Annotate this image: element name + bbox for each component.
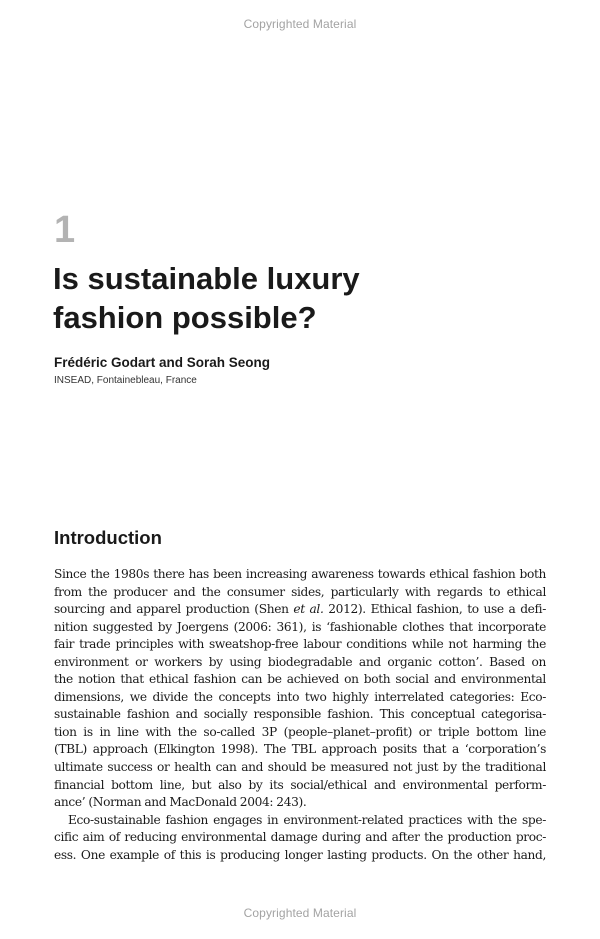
paragraph-line: dimensions, we divide the concepts into two highly interrelated categories: Eco- bbox=[54, 689, 546, 704]
paragraph-line: ess. One example of this is producing longer lasting products. On the other hand, bbox=[54, 847, 546, 862]
paragraph-line: nition suggested by Joergens (2006: 361), is ‘fashionable clothes that incorporate bbox=[54, 619, 546, 634]
paragraph-line: sourcing and apparel production (Shen et al. 2012). Ethical fashion, to use a defi- bbox=[54, 602, 547, 617]
paragraph-line: the notion that ethical fashion can be achieved on both social and environmental bbox=[54, 672, 546, 687]
paragraph-line: ance’ (Norman and MacDonald 2004: 243). bbox=[54, 795, 307, 810]
chapter-authors: Frédéric Godart and Sorah Seong bbox=[54, 355, 271, 370]
chapter-title bbox=[53, 259, 533, 337]
paragraph-line: environment or workers by using biodegradable and organic cotton’. Based on bbox=[54, 654, 546, 669]
chapter-number: 1 bbox=[54, 209, 76, 251]
copyright-watermark-bottom: Copyrighted Material bbox=[243, 906, 357, 920]
paragraph-line: financial bottom line, but also by its social/ethical and environmental perform- bbox=[54, 777, 546, 792]
paragraph-line: sustainable fashion and socially responsible fashion. This conceptual categorisa- bbox=[54, 707, 546, 722]
paragraph-line: Eco-sustainable fashion engages in environment-related practices with the spe- bbox=[68, 812, 546, 827]
author-affiliation: INSEAD, Fontainebleau, France bbox=[54, 375, 197, 386]
paragraph-line: Since the 1980s there has been increasing awareness towards ethical fashion both bbox=[54, 567, 546, 581]
paragraph-line: tion is in line with the so-called 3P (people–planet–profit) or triple bottom line bbox=[54, 724, 546, 739]
paragraph-line: fair trade principles with sweatshop-free labour conditions while not harming the bbox=[54, 637, 546, 652]
paragraph-line: from the producer and the consumer sides, particularly with regards to ethical bbox=[54, 584, 546, 599]
chapter-title-line: fashion possible? bbox=[53, 300, 317, 335]
body-text bbox=[54, 566, 546, 864]
chapter-title-line: Is sustainable luxury bbox=[53, 261, 360, 296]
copyright-watermark-top: Copyrighted Material bbox=[243, 17, 357, 31]
paragraph-line: (TBL) approach (Elkington 1998). The TBL approach posits that a ‘corporation’s bbox=[54, 742, 546, 757]
section-heading: Introduction bbox=[54, 527, 162, 548]
paragraph-line: ultimate success or health can and should be measured not just by the traditional bbox=[54, 760, 546, 775]
paragraph-line: cific aim of reducing environmental damage during and after the production proc- bbox=[54, 830, 546, 845]
